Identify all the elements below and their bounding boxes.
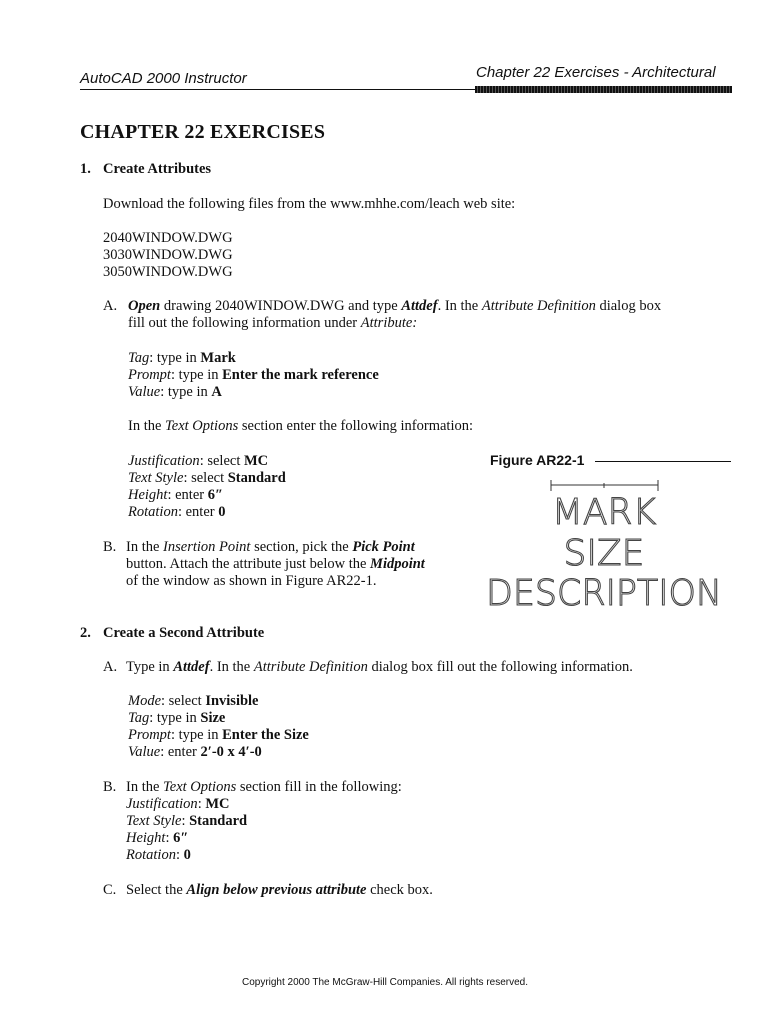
field-line — [128, 350, 236, 367]
option-value: MC — [205, 796, 230, 812]
option-line — [128, 470, 286, 487]
section-1-intro: Download the following files from the www.mhhe.com/leach web site: — [103, 196, 516, 212]
copyright-footer: Copyright 2000 The McGraw-Hill Companies. All rights reserved. — [241, 977, 529, 988]
figure-label-rule — [595, 461, 731, 462]
option-line — [126, 830, 188, 847]
attribute-section: Attribute: — [360, 315, 418, 331]
option-line — [126, 813, 247, 830]
dialog-name: Attribute Definition — [481, 298, 596, 314]
text-run: : enter — [177, 504, 219, 520]
field-label: Mode — [128, 693, 162, 709]
text-run: In the — [126, 779, 164, 795]
text-run: : — [175, 847, 184, 863]
step-letter: B. — [103, 779, 117, 795]
align-checkbox-ref: Align below previous attribute — [186, 882, 367, 898]
option-value: Standard — [227, 470, 286, 486]
header-left-title: AutoCAD 2000 Instructor — [80, 70, 247, 87]
text-run: drawing 2040WINDOW.DWG and type — [160, 298, 402, 314]
field-label: Tag — [128, 710, 150, 726]
field-value: Size — [200, 710, 226, 726]
option-value: 0 — [183, 847, 191, 863]
field-line — [128, 710, 225, 727]
file-name: 3050WINDOW.DWG — [103, 264, 233, 280]
file-name: 3030WINDOW.DWG — [103, 247, 233, 263]
option-value: MC — [243, 453, 269, 469]
field-value: Enter the Size — [222, 727, 309, 743]
header-rule-thin — [80, 89, 475, 90]
field-label: Prompt — [128, 727, 171, 743]
field-line — [128, 727, 309, 744]
text-run: : type in — [170, 727, 223, 743]
step-2a-line — [126, 659, 633, 676]
option-label: Justification — [126, 796, 198, 812]
option-value: 6″ — [207, 487, 223, 503]
text-run: : type in — [149, 350, 201, 366]
field-value: 2′-0 x 4′-0 — [200, 744, 262, 760]
step-1b-line-1 — [126, 539, 415, 556]
attdef-command: Attdef — [401, 298, 438, 314]
text-run: : select — [199, 453, 244, 469]
open-command: Open — [128, 298, 161, 314]
field-label: Value — [128, 744, 161, 760]
section-2-title: Create a Second Attribute — [103, 625, 265, 641]
field-line — [128, 367, 379, 384]
attdef-command: Attdef — [173, 659, 210, 675]
step-letter: A. — [103, 298, 118, 314]
description-attribute-text: DESCRIPTION — [486, 573, 722, 610]
option-line — [128, 453, 268, 470]
text-options-intro — [128, 418, 473, 435]
pick-point-button-ref: Pick Point — [352, 539, 415, 555]
text-run: dialog box — [595, 298, 662, 314]
field-line — [128, 693, 259, 710]
option-label: Height — [126, 830, 166, 846]
field-label: Tag — [128, 350, 150, 366]
option-label: Height — [128, 487, 168, 503]
dialog-name: Attribute Definition — [253, 659, 368, 675]
field-label: Prompt — [128, 367, 171, 383]
option-line — [128, 504, 225, 521]
option-line — [126, 847, 191, 864]
text-run: section, pick the — [250, 539, 353, 555]
midpoint-ref: Midpoint — [370, 556, 425, 572]
text-run: : select — [183, 470, 228, 486]
option-line — [128, 487, 223, 504]
size-attribute-text: SIZE — [563, 533, 645, 574]
step-2c-line — [126, 882, 433, 899]
section-2-number: 2. — [80, 625, 91, 641]
text-run: . In the — [437, 298, 482, 314]
file-name: 2040WINDOW.DWG — [103, 230, 233, 246]
mark-attribute-text: MARK — [551, 492, 657, 533]
text-run: fill out the following information under — [128, 315, 361, 331]
text-run: : select — [161, 693, 206, 709]
section-name: Text Options — [163, 779, 237, 795]
step-1b-line-2 — [126, 556, 425, 573]
text-run: : type in — [170, 367, 223, 383]
header-right-title: Chapter 22 Exercises - Architectural — [476, 64, 716, 81]
text-run: dialog box fill out the following information. — [367, 659, 633, 675]
section-1-number: 1. — [80, 161, 91, 177]
section-1-title: Create Attributes — [103, 161, 212, 177]
option-label: Rotation — [128, 504, 178, 520]
text-run: section fill in the following: — [236, 779, 402, 795]
text-run: : type in — [160, 384, 212, 400]
step-letter: B. — [103, 539, 117, 555]
chapter-title: CHAPTER 22 EXERCISES — [80, 121, 326, 143]
field-label: Value — [128, 384, 161, 400]
step-1a-line-2 — [128, 315, 417, 332]
option-value: 6″ — [173, 830, 189, 846]
section-name: Text Options — [165, 418, 239, 434]
text-run: check box. — [366, 882, 433, 898]
section-name: Insertion Point — [163, 539, 251, 555]
text-run: : enter — [160, 744, 201, 760]
text-run: : — [181, 813, 190, 829]
text-run: Type in — [126, 659, 174, 675]
header-rule-thick — [475, 86, 732, 93]
field-value: A — [211, 384, 222, 400]
option-value: 0 — [218, 504, 226, 520]
option-label: Rotation — [126, 847, 176, 863]
option-label: Justification — [128, 453, 200, 469]
field-value: Mark — [200, 350, 236, 366]
text-run: : — [165, 830, 174, 846]
text-run: In the — [126, 539, 164, 555]
text-run: . In the — [209, 659, 254, 675]
figure-attribute-drawing — [480, 478, 730, 610]
step-2b-line — [126, 779, 402, 796]
text-run: In the — [128, 418, 166, 434]
text-run: button. Attach the attribute just below the — [126, 556, 371, 572]
field-line — [128, 384, 222, 401]
option-label: Text Style — [128, 470, 184, 486]
text-run: Select the — [126, 882, 187, 898]
text-run: section enter the following information: — [238, 418, 473, 434]
option-line — [126, 796, 230, 813]
field-value: Invisible — [205, 693, 259, 709]
option-label: Text Style — [126, 813, 182, 829]
text-run: : enter — [167, 487, 208, 503]
step-letter: A. — [103, 659, 118, 675]
step-letter: C. — [103, 882, 117, 898]
step-1b-line-3: of the window as shown in Figure AR22-1. — [126, 573, 377, 589]
field-value: Enter the mark reference — [222, 367, 379, 383]
figure-label: Figure AR22-1 — [490, 452, 585, 468]
text-run: : — [197, 796, 206, 812]
text-run: : type in — [149, 710, 201, 726]
option-value: Standard — [189, 813, 248, 829]
step-1a-line-1 — [128, 298, 661, 315]
field-line — [128, 744, 262, 761]
